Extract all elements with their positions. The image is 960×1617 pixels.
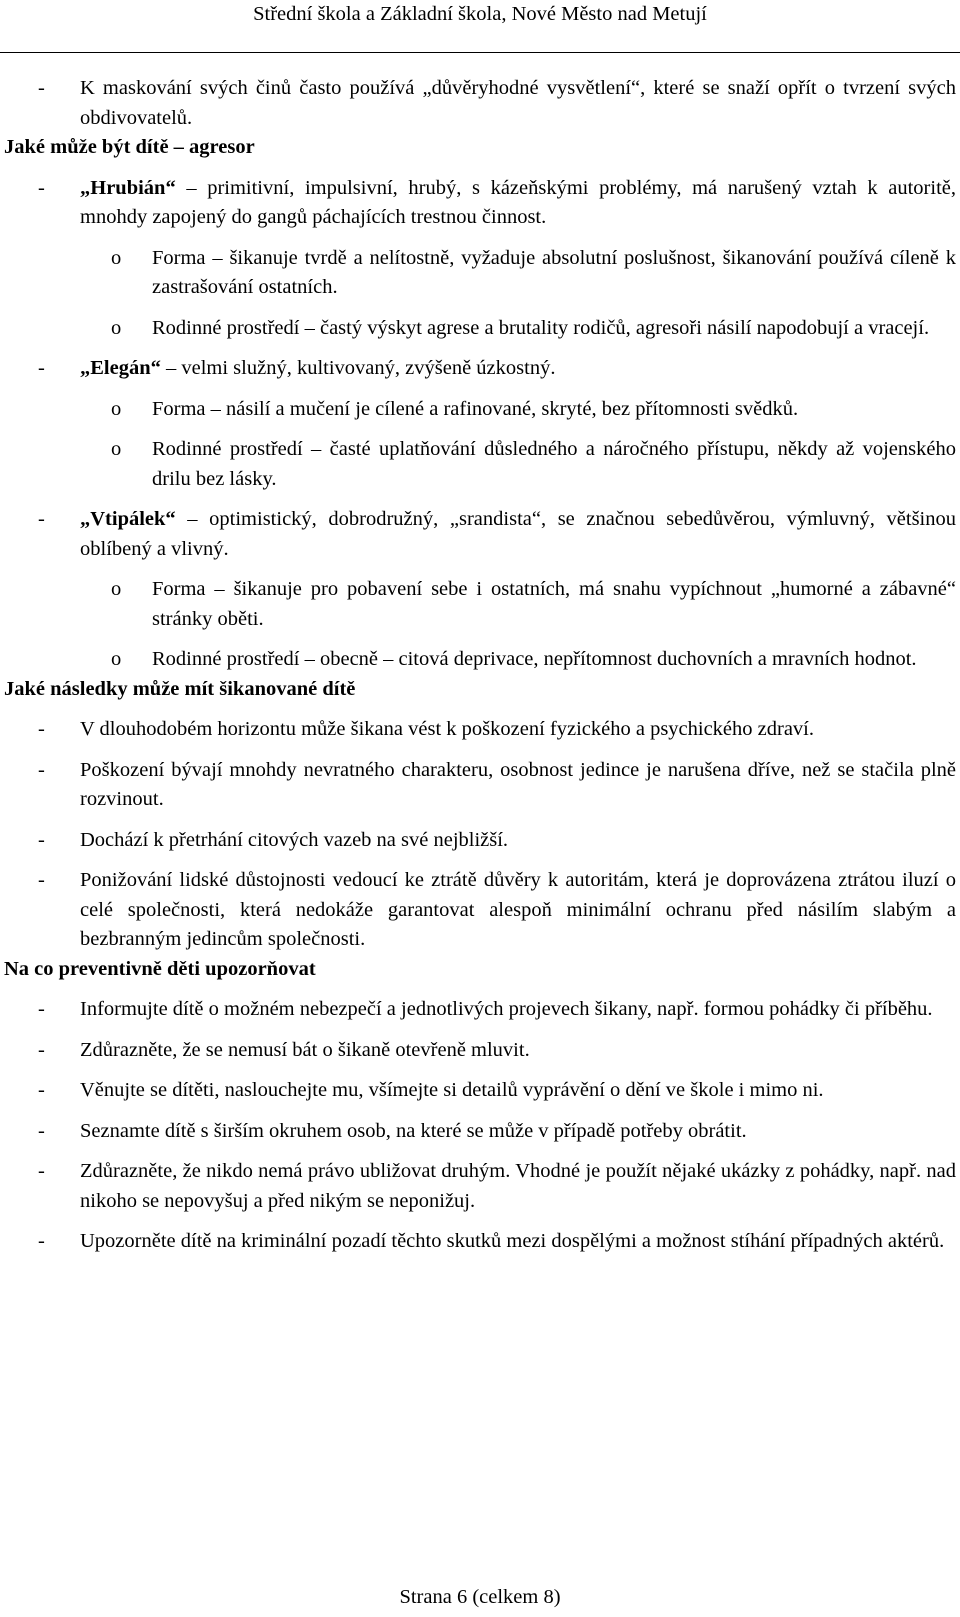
list-item (4, 505, 956, 564)
item-text: Seznamte dítě s širším okruhem osob, na které se může v případě potřeby obrátit. (80, 1119, 747, 1142)
list-item (4, 1036, 956, 1066)
header-title: Střední škola a Základní škola, Nové Město nad Metují (253, 3, 707, 25)
section-heading-prevence: Na co preventivně děti upozorňovat (4, 957, 316, 980)
item-bold-term: „Hrubián“ (80, 176, 176, 199)
item-text: – primitivní, impulsivní, hrubý, s kázeňskými problémy, má narušený vztah k autoritě, mnohdy zapojený do gangů páchajících trestnou činnost. (80, 176, 956, 228)
sub-list-item (4, 645, 956, 675)
page-footer: Strana 6 (celkem 8) (399, 1586, 561, 1608)
list-item (4, 1117, 956, 1147)
dash-marker: - (38, 357, 45, 379)
list-item (4, 1227, 956, 1257)
dash-marker: - (38, 176, 45, 199)
sub-list-item (4, 314, 956, 344)
circle-marker: o (111, 316, 122, 339)
item-text: Ponižování lidské důstojnosti vedoucí ke ztrátě důvěry k autoritám, která je doprovázena ztrátou iluzí o celé společnosti, která nedokáže garantovat alespoň minimální ochranu před násilím slabým a bezbranným jedincům společnosti. (80, 869, 956, 950)
circle-marker: o (111, 648, 122, 670)
dash-marker: - (38, 1160, 45, 1182)
sub-list-item (4, 244, 956, 303)
dash-marker: - (38, 828, 45, 851)
item-bold-term: „Vtipálek“ (80, 508, 176, 530)
list-item (4, 826, 956, 856)
item-text: Rodinné prostředí – častý výskyt agrese a brutality rodičů, agresoři násilí napodobují a vracejí. (152, 316, 930, 339)
list-item (4, 1076, 956, 1106)
circle-marker: o (111, 438, 122, 460)
sub-list-item (4, 575, 956, 634)
dash-marker: - (38, 1119, 45, 1142)
item-text: Zdůrazněte, že nikdo nemá právo ubližovat druhým. Vhodné je použít nějaké ukázky z pohádky, např. nad nikoho se nepovyšuj a před nikým se neponižuj. (80, 1160, 956, 1212)
item-text: K maskování svých činů často používá „důvěryhodné vysvětlení“, které se snaží opřít o tvrzení svých obdivovatelů. (80, 77, 956, 129)
item-text: Forma – šikanuje tvrdě a nelítostně, vyžaduje absolutní poslušnost, šikanování používá cíleně k zastrašování ostatních. (152, 246, 956, 298)
item-text: Informujte dítě o možném nebezpečí a jednotlivých projevech šikany, např. formou pohádky či příběhu. (80, 998, 933, 1020)
item-text: – optimistický, dobrodružný, „srandista“, se značnou sebedůvěrou, výmluvný, většinou oblíbený a vlivný. (80, 508, 956, 560)
dash-marker: - (38, 1230, 45, 1252)
list-item (4, 715, 956, 745)
dash-marker: - (38, 718, 45, 740)
item-text: Forma – šikanuje pro pobavení sebe i ostatních, má snahu vypíchnout „humorné a zábavné“ stránky oběti. (152, 578, 956, 630)
dash-marker: - (38, 998, 45, 1020)
document-body (4, 74, 956, 1257)
dash-marker: - (38, 758, 45, 781)
item-text: Dochází k přetrhání citových vazeb na své nejbližší. (80, 828, 509, 851)
dash-marker: - (38, 1038, 45, 1061)
sub-list-item (4, 435, 956, 494)
item-text: Věnujte se dítěti, naslouchejte mu, všímejte si detailů vyprávění o dění ve škole i mimo ni. (80, 1079, 824, 1101)
list-item (4, 1157, 956, 1216)
item-text: V dlouhodobém horizontu může šikana vést k poškození fyzického a psychického zdraví. (80, 718, 815, 740)
list-item (4, 756, 956, 815)
dash-marker: - (38, 77, 45, 99)
circle-marker: o (111, 578, 122, 600)
sub-list-item (4, 395, 956, 425)
dash-marker: - (38, 869, 45, 891)
item-text: Rodinné prostředí – časté uplatňování důsledného a náročného přístupu, někdy až vojenského drilu bez lásky. (152, 438, 956, 490)
list-item (4, 354, 956, 384)
section-heading-agresor: Jaké může být dítě – agresor (4, 136, 255, 158)
item-text: Forma – násilí a mučení je cílené a rafinované, skryté, bez přítomnosti svědků. (152, 397, 799, 420)
item-text: – velmi služný, kultivovaný, zvýšeně úzkostný. (160, 357, 556, 379)
circle-marker: o (111, 246, 122, 269)
item-bold-term: „Elegán“ (80, 357, 161, 379)
list-item (4, 866, 956, 955)
page-header (0, 0, 960, 53)
dash-marker: - (38, 1079, 45, 1101)
item-text: Rodinné prostředí – obecně – citová deprivace, nepřítomnost duchovních a mravních hodnot. (152, 648, 917, 670)
list-item (4, 174, 956, 233)
list-item (4, 74, 956, 133)
item-text: Poškození bývají mnohdy nevratného charakteru, osobnost jedince je narušena dříve, než se stačila plně rozvinout. (80, 758, 956, 810)
section-heading-nasledky: Jaké následky může mít šikanované dítě (4, 677, 356, 700)
list-item (4, 995, 956, 1025)
item-text: Upozorněte dítě na kriminální pozadí těchto skutků mezi dospělými a možnost stíhání případných aktérů. (80, 1230, 945, 1252)
circle-marker: o (111, 397, 122, 420)
dash-marker: - (38, 508, 45, 530)
item-text: Zdůrazněte, že se nemusí bát o šikaně otevřeně mluvit. (80, 1038, 530, 1061)
